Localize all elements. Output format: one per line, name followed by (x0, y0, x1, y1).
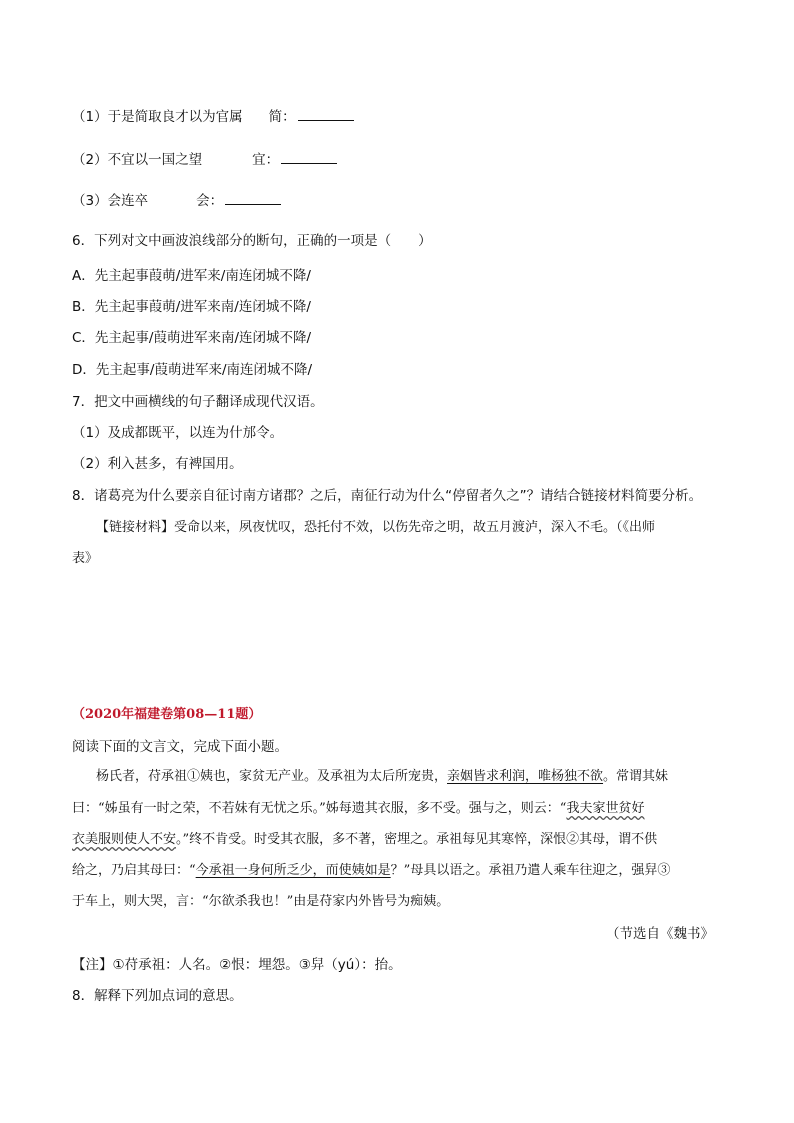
q6-option-c: C．先主起事/葭萌进军来南/连闭城不降/ (72, 330, 312, 346)
passage-line-1 (96, 767, 668, 787)
link-material-line1: 【链接材料】受命以来，夙夜忧叹，恐托付不效，以伤先帝之明，故五月渡泸，深入不毛。（《出师 (96, 520, 656, 535)
passage-line-1-a: 杨氏者，苻承祖①姨也，家贫无产业。及承祖为太后所宠贵， (96, 769, 448, 784)
q8-explain-stem: 8．解释下列加点词的意思。 (72, 988, 243, 1004)
passage-line-5: 于车上，则大哭，言：“尔欲杀我也！”由是苻家内外皆号为痴姨。 (72, 894, 450, 909)
q6-option-a: A．先主起事葭萌/进军来/南连闭城不降/ (72, 268, 311, 284)
q5-item-2 (72, 149, 337, 170)
q7-item-1: （1）及成都既平，以连为什邡令。 (72, 425, 284, 441)
q7-stem: 7．把文中画横线的句子翻译成现代汉语。 (72, 394, 324, 410)
passage-note: 【注】①苻承祖：人名。②恨：埋怨。③舁（yú）：抬。 (72, 957, 402, 973)
q7-item-2: （2）利入甚多，有裨国用。 (72, 456, 243, 472)
q5-item-1-blank[interactable] (298, 106, 354, 121)
q6-option-b: B．先主起事葭萌/进军来南/连闭城不降/ (72, 299, 311, 315)
passage-line-2 (72, 799, 644, 819)
q5-item-2-word: 宜： (252, 152, 280, 168)
q5-item-3-blank[interactable] (225, 190, 281, 205)
link-material-line2: 表》 (72, 551, 99, 566)
section-header: （2020年福建卷第08—11题） (72, 707, 262, 722)
q5-item-3 (72, 190, 281, 211)
q6-option-d: D．先主起事/葭萌进军来/南连闭城不降/ (72, 362, 313, 378)
q5-item-1 (72, 106, 354, 127)
passage-line-4-a: 给之，乃启其母曰：“ (72, 863, 196, 878)
passage-line-1-underlined: 亲姻皆求利润，唯杨独不欲 (447, 769, 604, 784)
reading-intro: 阅读下面的文言文，完成下面小题。 (72, 739, 288, 755)
passage-source: （节选自《魏书》 (606, 926, 714, 942)
passage-line-4-underlined: 今承祖一身何所乏少，而使姨如是 (195, 863, 391, 878)
q5-item-3-text: （3）会连卒 (72, 193, 149, 209)
passage-line-1-c: 。常谓其妹 (603, 769, 669, 784)
passage-line-4 (72, 861, 670, 881)
q5-item-2-text: （2）不宜以一国之望 (72, 152, 203, 168)
q5-item-1-text: （1）于是简取良才以为官属 (72, 109, 243, 125)
passage-line-3-wavy: 衣美服则使人不安 (72, 832, 177, 847)
q8-stem: 8．诸葛亮为什么要亲自征讨南方诸郡？之后，南征行动为什么“停留者久之”？请结合链接材料简要分析。 (72, 488, 703, 504)
q6-stem: 6．下列对文中画波浪线部分的断句，正确的一项是（ ） (72, 233, 432, 249)
passage-line-4-c: ？”母具以语之。承祖乃遣人乘车往迎之，强舁③ (390, 863, 671, 878)
q5-item-3-word: 会： (196, 193, 224, 209)
q5-item-2-blank[interactable] (281, 149, 337, 164)
passage-line-2-wavy: 我夫家世贫好 (566, 801, 645, 816)
passage-line-2-a: 曰：“姊虽有一时之荣，不若妹有无忧之乐。”姊每遗其衣服，多不受。强与之，则云：“ (72, 801, 567, 816)
passage-line-3-b: 。”终不肯受。时受其衣服，多不著，密埋之。承祖每见其寒悴，深恨②其母，谓不供 (176, 832, 658, 847)
q5-item-1-word: 简： (268, 109, 296, 125)
passage-line-3 (72, 830, 657, 850)
